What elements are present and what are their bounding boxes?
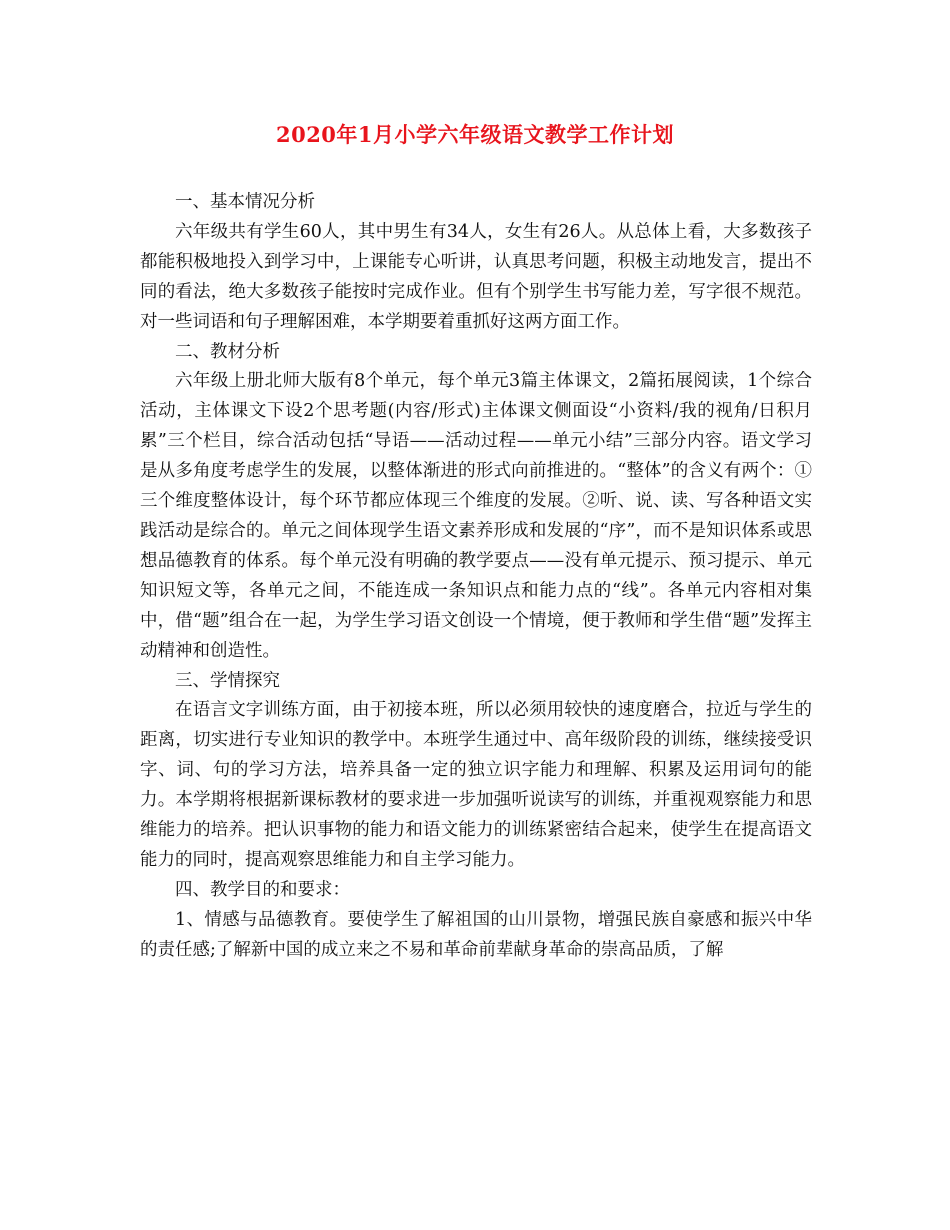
paragraph-student-study: 在语言文字训练方面，由于初接本班，所以必须用较快的速度磨合，拉近与学生的距离，切实进行专业知识的教学中。本班学生通过中、高年级阶段的训练，继续接受识字、词、句的学习方法，培养具备一定的独立识字能力和理解、积累及运用词句的能力。本学期将根据新课标教材的要求进一步加强听说读写的训练，并重视观察能力和思维能力的培养。把认识事物的能力和语文能力的训练紧密结合起来，使学生在提高语文能力的同时，提高观察思维能力和自主学习能力。: [140, 700, 812, 870]
paragraph-teaching-goals: 1、情感与品德教育。要使学生了解祖国的山川景物，增强民族自豪感和振兴中华的责任感;了解新中国的成立来之不易和革命前辈献身革命的崇高品质，了解: [140, 909, 812, 960]
section-heading-basic-situation: 一、基本情况分析: [175, 192, 315, 212]
document-body: [140, 188, 812, 966]
section-heading-textbook-analysis: 二、教材分析: [175, 341, 280, 362]
paragraph-textbook-analysis: 六年级上册北师大版有8个单元，每个单元3篇主体课文，2篇拓展阅读，1个综合活动，主体课文下设2个思考题(内容/形式)主体课文侧面设“小资料/我的视角/日积月累”三个栏目，综合活动包括“导语——活动过程——单元小结”三部分内容。语文学习是从多角度考虑学生的发展，以整体渐进的形式向前推进的。“整体”的含义有两个：①三个维度整体设计，每个环节都应体现三个维度的发展。②听、说、读、写各种语文实践活动是综合的。单元之间体现学生语文素养形成和发展的“序”，而不是知识体系或思想品德教育的体系。每个单元没有明确的教学要点——没有单元提示、预习提示、单元知识短文等，各单元之间，不能连成一条知识点和能力点的“线”。各单元内容相对集中，借“题”组合在一起，为学生学习语文创设一个情境，便于教师和学生借“题”发挥主动精神和创造性。: [140, 371, 812, 661]
section-heading-teaching-goals: 四、教学目的和要求：: [175, 879, 350, 900]
document-title: 2020年1月小学六年级语文教学工作计划: [275, 122, 675, 147]
paragraph-basic-situation: 六年级共有学生60人，其中男生有34人，女生有26人。从总体上看，大多数孩子都能积极地投入到学习中，上课能专心听讲，认真思考问题，积极主动地发言，提出不同的看法，绝大多数孩子能按时完成作业。但有个别学生书写能力差，写字很不规范。对一些词语和句子理解困难，本学期要着重抓好这两方面工作。: [140, 221, 812, 332]
section-heading-student-study: 三、学情探究: [175, 670, 280, 691]
